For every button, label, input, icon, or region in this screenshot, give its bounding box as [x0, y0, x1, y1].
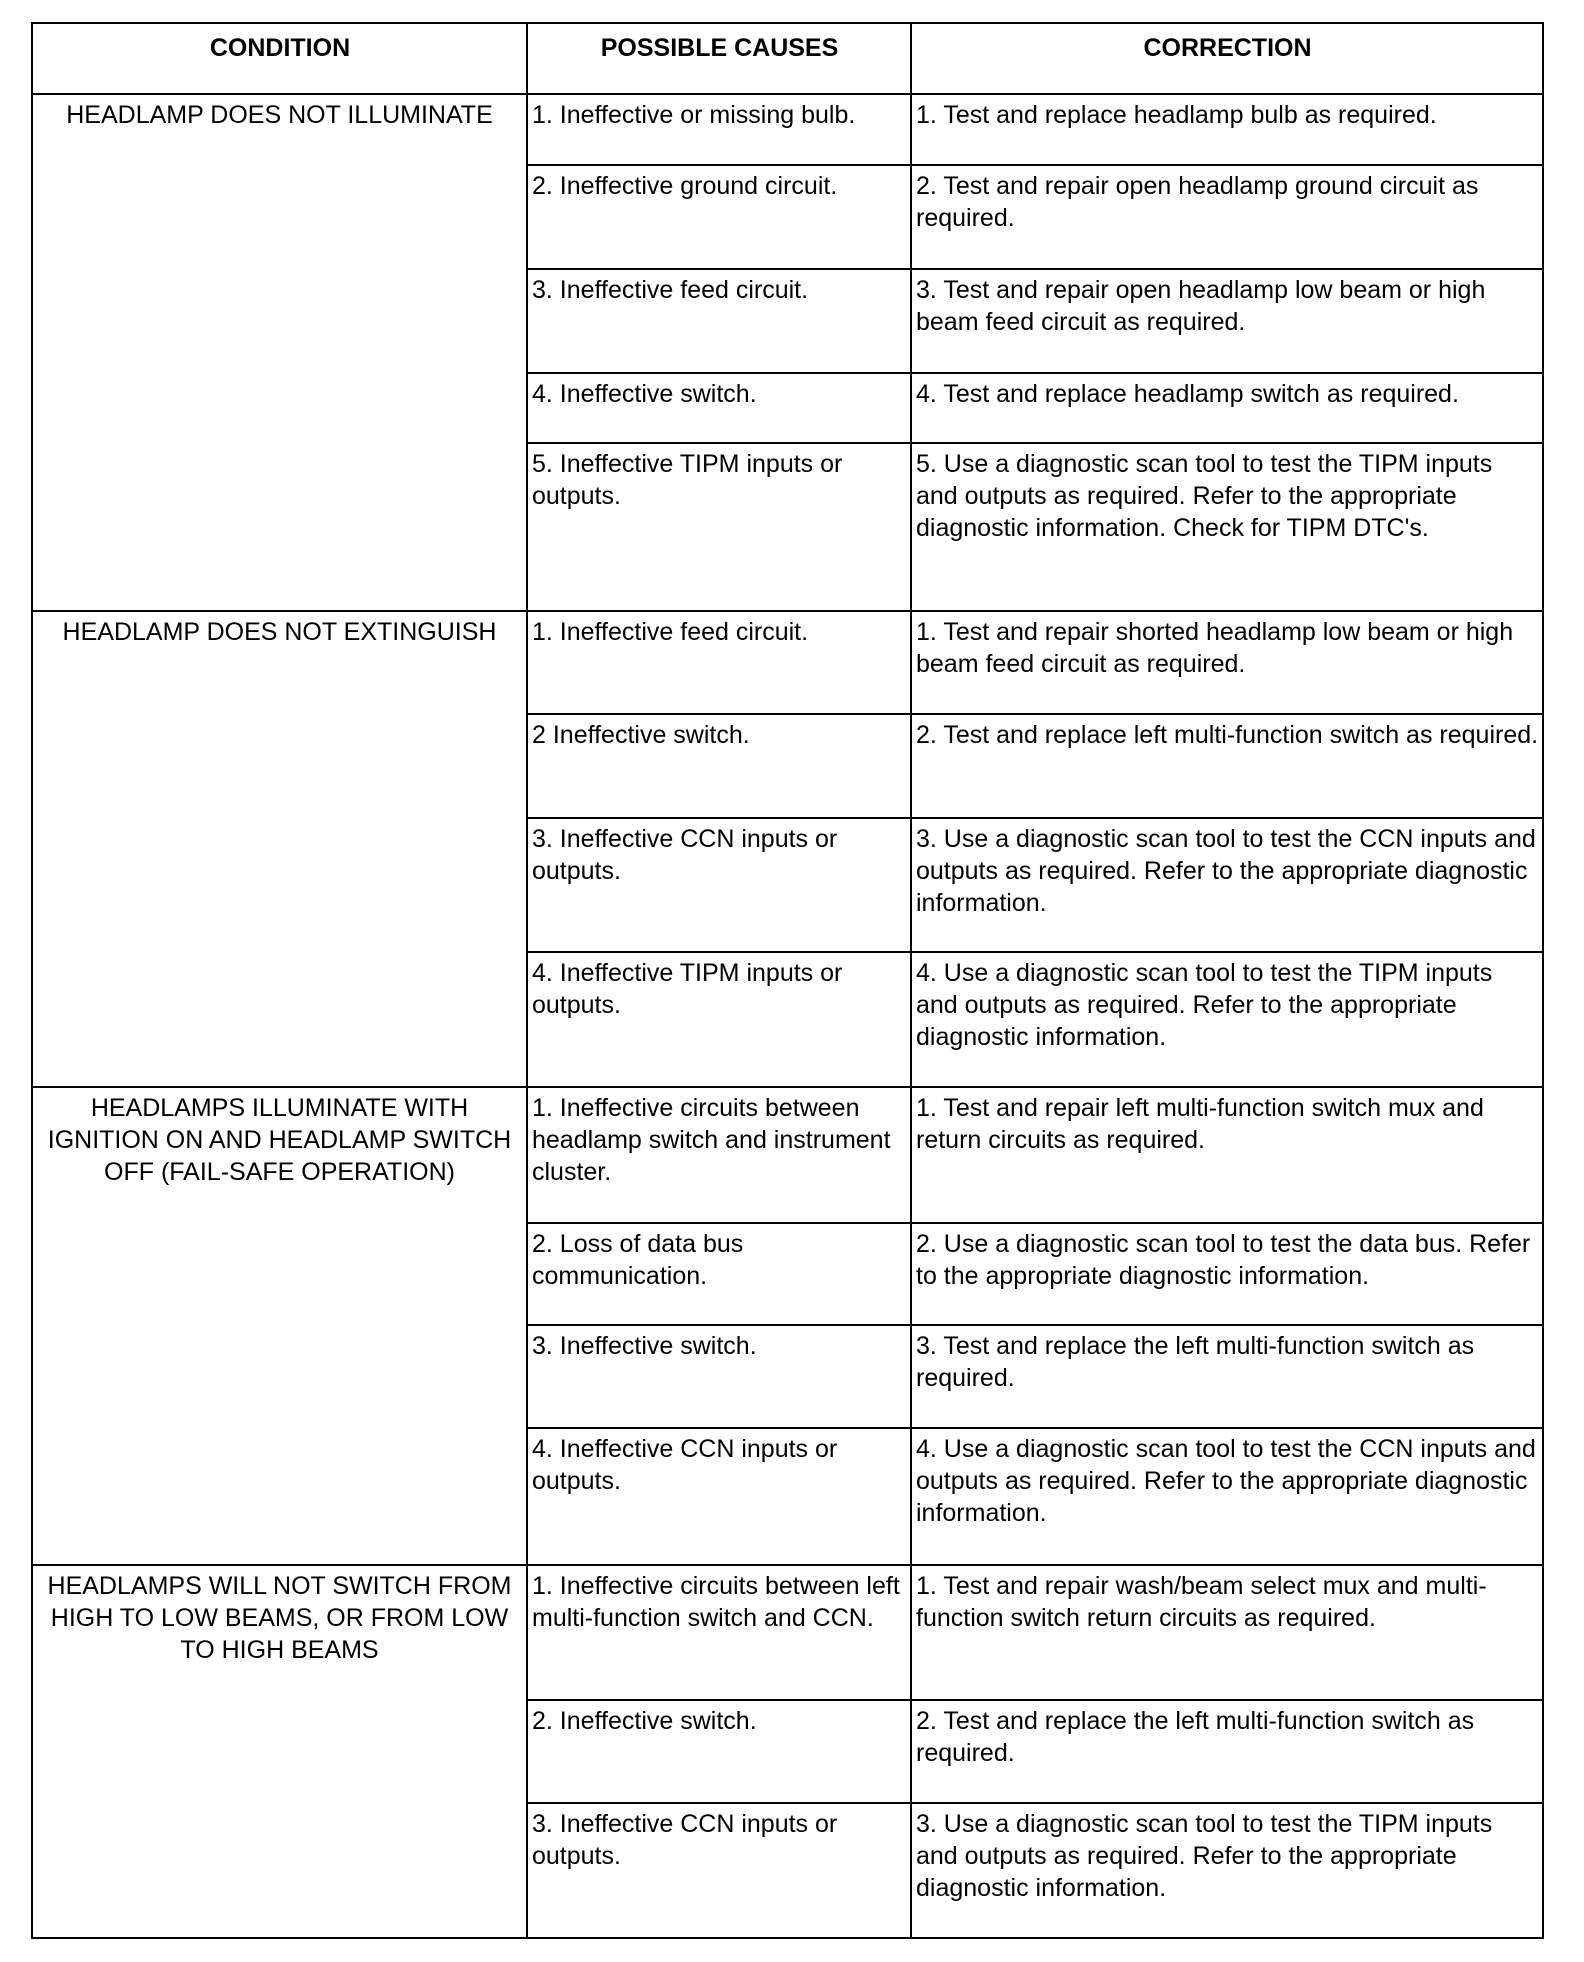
- correction-cell: 3. Test and replace the left multi-function switch as required.: [911, 1325, 1543, 1428]
- correction-cell: 2. Test and replace the left multi-function switch as required.: [911, 1700, 1543, 1803]
- possible-cause-cell: 4. Ineffective TIPM inputs or outputs.: [527, 952, 911, 1087]
- possible-cause-cell: 5. Ineffective TIPM inputs or outputs.: [527, 443, 911, 611]
- header-row: [32, 23, 1543, 94]
- diagnosis-table: [31, 22, 1544, 1939]
- table-row: [32, 1565, 1543, 1700]
- condition-cell: HEADLAMP DOES NOT ILLUMINATE: [32, 94, 527, 611]
- condition-cell: HEADLAMP DOES NOT EXTINGUISH: [32, 611, 527, 1087]
- possible-cause-cell: 3. Ineffective CCN inputs or outputs.: [527, 1803, 911, 1938]
- correction-cell: 4. Use a diagnostic scan tool to test the CCN inputs and outputs as required. Refer to the appropriate diagnostic information.: [911, 1428, 1543, 1565]
- possible-cause-cell: 3. Ineffective switch.: [527, 1325, 911, 1428]
- header-condition: CONDITION: [32, 23, 527, 94]
- possible-cause-cell: 1. Ineffective or missing bulb.: [527, 94, 911, 165]
- correction-cell: 1. Test and repair left multi-function switch mux and return circuits as required.: [911, 1087, 1543, 1223]
- correction-cell: 2. Test and repair open headlamp ground circuit as required.: [911, 165, 1543, 269]
- table-row: [32, 611, 1543, 714]
- possible-cause-cell: 1. Ineffective circuits between left multi-function switch and CCN.: [527, 1565, 911, 1700]
- header-possible-causes: POSSIBLE CAUSES: [527, 23, 911, 94]
- possible-cause-cell: 2. Ineffective ground circuit.: [527, 165, 911, 269]
- possible-cause-cell: 2. Ineffective switch.: [527, 1700, 911, 1803]
- possible-cause-cell: 3. Ineffective feed circuit.: [527, 269, 911, 373]
- correction-cell: 4. Use a diagnostic scan tool to test the TIPM inputs and outputs as required. Refer to the appropriate diagnostic information.: [911, 952, 1543, 1087]
- possible-cause-cell: 1. Ineffective circuits between headlamp switch and instrument cluster.: [527, 1087, 911, 1223]
- correction-cell: 4. Test and replace headlamp switch as required.: [911, 373, 1543, 443]
- condition-cell: HEADLAMPS ILLUMINATE WITH IGNITION ON AND HEADLAMP SWITCH OFF (FAIL-SAFE OPERATION): [32, 1087, 527, 1565]
- header-correction: CORRECTION: [911, 23, 1543, 94]
- condition-cell: HEADLAMPS WILL NOT SWITCH FROM HIGH TO LOW BEAMS, OR FROM LOW TO HIGH BEAMS: [32, 1565, 527, 1938]
- correction-cell: 3. Test and repair open headlamp low beam or high beam feed circuit as required.: [911, 269, 1543, 373]
- correction-cell: 1. Test and replace headlamp bulb as required.: [911, 94, 1543, 165]
- table-row: [32, 94, 1543, 165]
- correction-cell: 2. Test and replace left multi-function switch as required.: [911, 714, 1543, 818]
- possible-cause-cell: 2 Ineffective switch.: [527, 714, 911, 818]
- possible-cause-cell: 2. Loss of data bus communication.: [527, 1223, 911, 1325]
- correction-cell: 1. Test and repair shorted headlamp low beam or high beam feed circuit as required.: [911, 611, 1543, 714]
- correction-cell: 3. Use a diagnostic scan tool to test the TIPM inputs and outputs as required. Refer to the appropriate diagnostic information.: [911, 1803, 1543, 1938]
- possible-cause-cell: 3. Ineffective CCN inputs or outputs.: [527, 818, 911, 952]
- correction-cell: 1. Test and repair wash/beam select mux and multi-function switch return circuits as required.: [911, 1565, 1543, 1700]
- correction-cell: 3. Use a diagnostic scan tool to test the CCN inputs and outputs as required. Refer to the appropriate diagnostic information.: [911, 818, 1543, 952]
- correction-cell: 2. Use a diagnostic scan tool to test the data bus. Refer to the appropriate diagnostic information.: [911, 1223, 1543, 1325]
- possible-cause-cell: 4. Ineffective CCN inputs or outputs.: [527, 1428, 911, 1565]
- table-row: [32, 1087, 1543, 1223]
- possible-cause-cell: 4. Ineffective switch.: [527, 373, 911, 443]
- correction-cell: 5. Use a diagnostic scan tool to test the TIPM inputs and outputs as required. Refer to the appropriate diagnostic information. Check for TIPM DTC's.: [911, 443, 1543, 611]
- possible-cause-cell: 1. Ineffective feed circuit.: [527, 611, 911, 714]
